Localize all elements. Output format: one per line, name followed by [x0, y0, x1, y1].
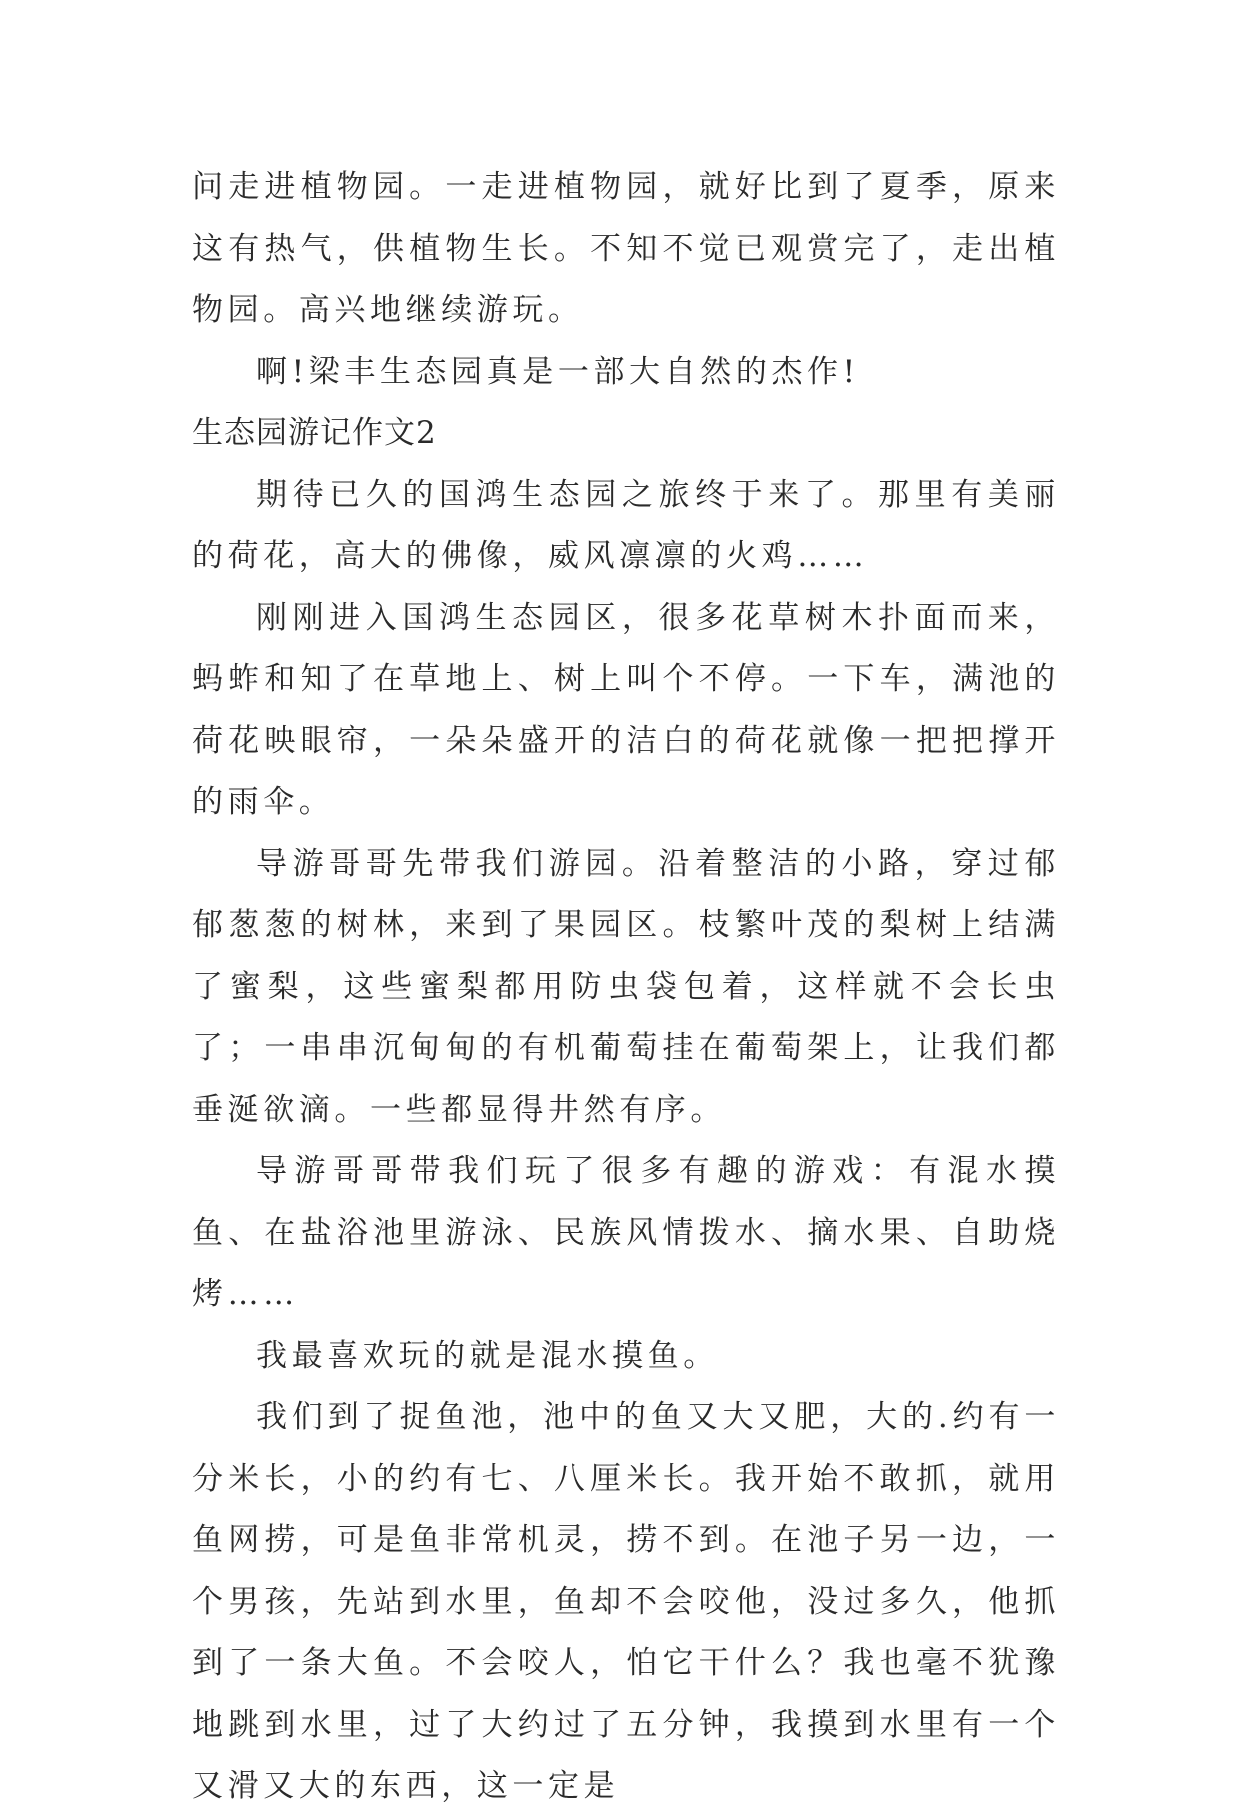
paragraph: 导游哥哥带我们玩了很多有趣的游戏：有混水摸鱼、在盐浴池里游泳、民族风情拨水、摘水果、自助烧烤……: [192, 1153, 1060, 1312]
paragraph: 刚刚进入国鸿生态园区，很多花草树木扑面而来，蚂蚱和知了在草地上、树上叫个不停。一下车，满池的荷花映眼帘，一朵朵盛开的洁白的荷花就像一把把撑开的雨伞。: [192, 599, 1060, 820]
paragraph: 导游哥哥先带我们游园。沿着整洁的小路，穿过郁郁葱葱的树林，来到了果园区。枝繁叶茂的梨树上结满了蜜梨，这些蜜梨都用防虫袋包着，这样就不会长虫了；一串串沉甸甸的有机葡萄挂在葡萄架上，让我们都垂涎欲滴。一些都显得井然有序。: [192, 845, 1060, 1128]
document-body: [192, 157, 1060, 1818]
paragraph: 问走进植物园。一走进植物园，就好比到了夏季，原来这有热气，供植物生长。不知不觉已观赏完了，走出植物园。高兴地继续游玩。: [192, 169, 1060, 328]
section-heading: 生态园游记作文2: [192, 415, 437, 451]
paragraph: 啊!梁丰生态园真是一部大自然的杰作!: [256, 353, 860, 390]
paragraph: 我们到了捉鱼池，池中的鱼又大又肥，大的.约有一分米长，小的约有七、八厘米长。我开始不敢抓，就用鱼网捞，可是鱼非常机灵，捞不到。在池子另一边，一个男孩，先站到水里，鱼却不会咬他，没过多久，他抓到了一条大鱼。不会咬人，怕它干什么？我也毫不犹豫地跳到水里，过了大约过了五分钟，我摸到水里有一个又滑又大的东西，这一定是: [192, 1399, 1060, 1804]
paragraph: 我最喜欢玩的就是混水摸鱼。: [256, 1337, 719, 1374]
paragraph: 期待已久的国鸿生态园之旅终于来了。那里有美丽的荷花，高大的佛像，威风凛凛的火鸡……: [192, 476, 1060, 574]
